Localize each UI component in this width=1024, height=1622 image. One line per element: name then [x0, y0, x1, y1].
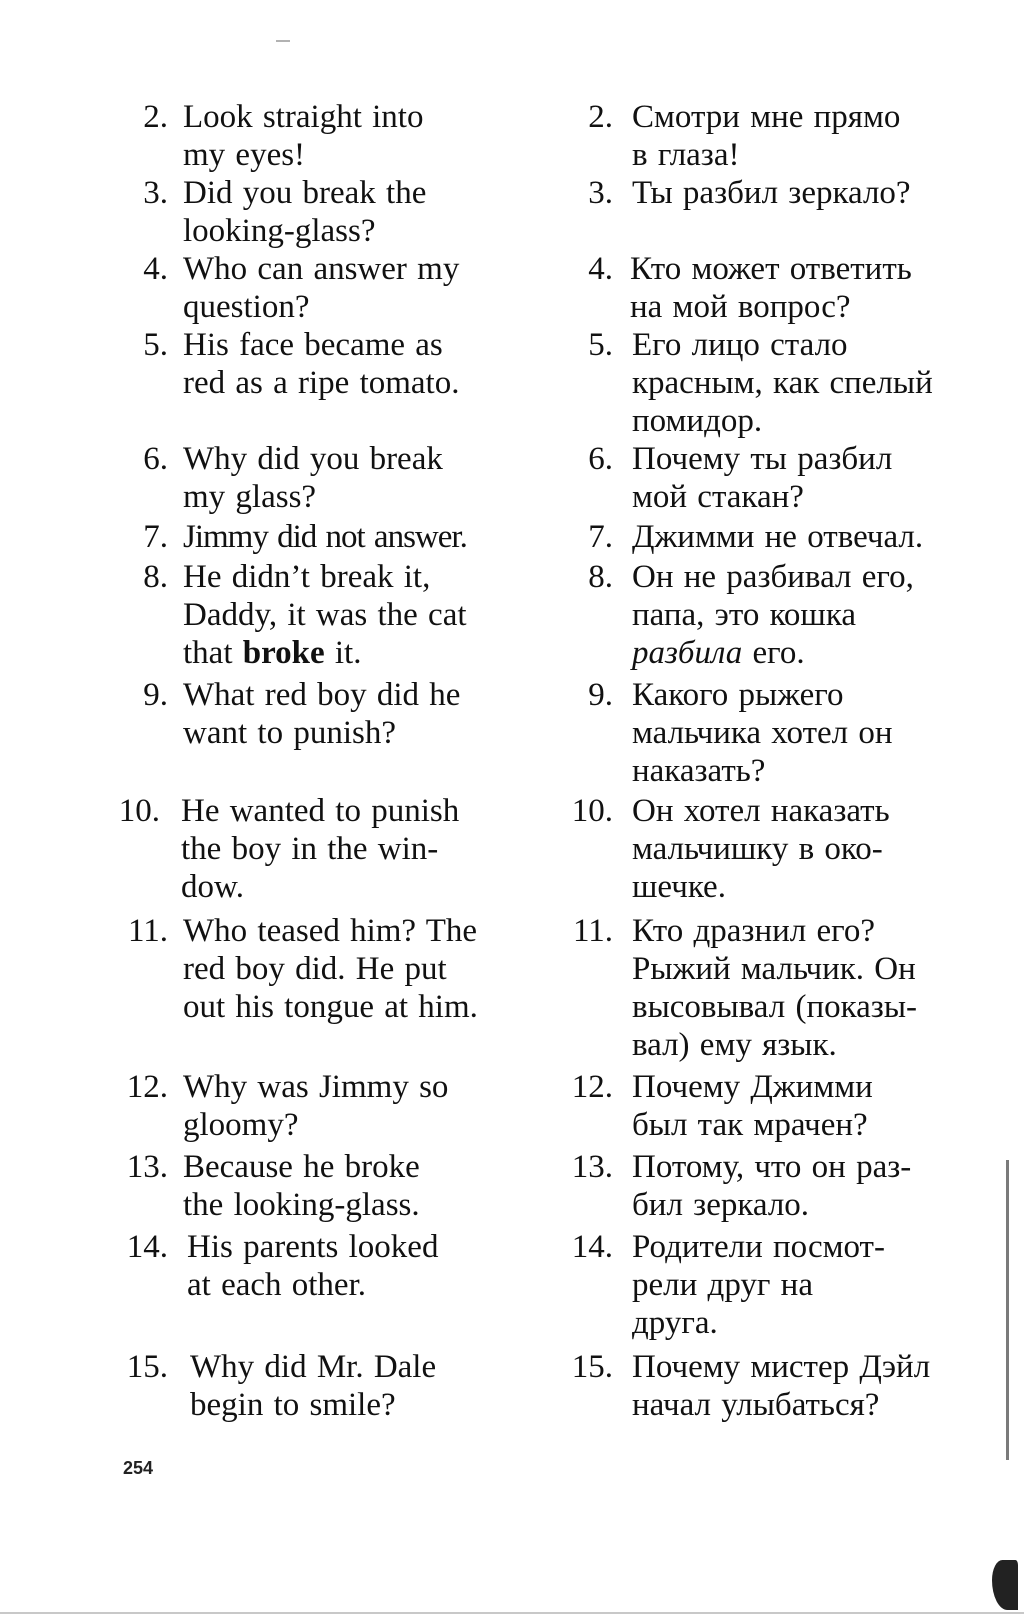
- item-number: 8.: [143, 559, 168, 595]
- page-number: 254: [123, 1458, 154, 1478]
- item-text: Почему мистер Дэйл начал улыбаться?: [632, 1349, 931, 1423]
- item-text: Why did Mr. Dale begin to smile?: [190, 1349, 437, 1423]
- item-text: Кто дразнил его? Рыжий мальчик. Он высовывал (показы- вал) ему язык.: [632, 913, 917, 1063]
- item-number: 10.: [118, 793, 160, 829]
- item-number: 9.: [588, 677, 613, 713]
- item-text: Потому, что он раз- бил зеркало.: [632, 1149, 912, 1223]
- item-number: 13.: [126, 1149, 168, 1185]
- item-number: 5.: [588, 327, 613, 363]
- corner-thumb-shadow: [992, 1560, 1018, 1610]
- item-text: He wanted to punish the boy in the win- dow.: [181, 793, 460, 905]
- item-text: He didn’t break it, Daddy, it was the cat that broke it.: [183, 559, 467, 671]
- item-text: Смотри мне прямо в глаза!: [632, 99, 901, 173]
- item-number: 6.: [143, 441, 168, 477]
- item-number: 9.: [143, 677, 168, 713]
- item-text: Why was Jimmy so gloomy?: [183, 1069, 449, 1143]
- item-text: Did you break the looking-glass?: [183, 175, 427, 249]
- scan-speck: [276, 40, 290, 42]
- item-number: 14.: [126, 1229, 168, 1265]
- item-text: His face became as red as a ripe tomato.: [183, 327, 460, 401]
- item-number: 3.: [143, 175, 168, 211]
- item-number: 15.: [571, 1349, 613, 1385]
- item-number: 7.: [143, 519, 168, 555]
- item-number: 3.: [588, 175, 613, 211]
- item-number: 12.: [571, 1069, 613, 1105]
- item-text: Because he broke the looking-glass.: [183, 1149, 420, 1223]
- item-text: Who can answer my question?: [183, 251, 460, 325]
- item-number: 14.: [571, 1229, 613, 1265]
- item-number: 2.: [143, 99, 168, 135]
- item-text: Who teased him? The red boy did. He put out his tongue at him.: [183, 913, 478, 1025]
- item-text: Джимми не отвечал.: [632, 519, 924, 555]
- item-text: Jimmy did not answer.: [183, 519, 467, 555]
- item-text: Ты разбил зеркало?: [632, 175, 911, 211]
- item-number: 12.: [126, 1069, 168, 1105]
- item-number: 5.: [143, 327, 168, 363]
- item-text: Родители посмот- рели друг на друга.: [632, 1229, 885, 1341]
- item-text: Кто может ответить на мой вопрос?: [630, 251, 912, 325]
- item-text: What red boy did he want to punish?: [183, 677, 461, 751]
- item-number: 10.: [571, 793, 613, 829]
- item-text: Why did you break my glass?: [183, 441, 443, 515]
- item-text: Его лицо стало красным, как спелый помидор.: [632, 327, 933, 439]
- item-number: 11.: [127, 913, 168, 949]
- item-number: 8.: [588, 559, 613, 595]
- page-edge-shadow: [1006, 1160, 1009, 1460]
- item-text: Он не разбивал его, папа, это кошка разбила его.: [632, 559, 914, 671]
- item-text: His parents looked at each other.: [187, 1229, 439, 1303]
- item-text: Почему Джимми был так мрачен?: [632, 1069, 873, 1143]
- item-text: Почему ты разбил мой стакан?: [632, 441, 893, 515]
- item-number: 6.: [588, 441, 613, 477]
- item-number: 11.: [572, 913, 613, 949]
- item-number: 4.: [143, 251, 168, 287]
- item-text: Он хотел наказать мальчишку в око- шечке.: [632, 793, 890, 905]
- item-number: 13.: [571, 1149, 613, 1185]
- item-number: 15.: [126, 1349, 168, 1385]
- item-text: Какого рыжего мальчика хотел он наказать?: [632, 677, 893, 789]
- item-number: 4.: [588, 251, 613, 287]
- item-number: 2.: [588, 99, 613, 135]
- item-text: Look straight into my eyes!: [183, 99, 424, 173]
- item-number: 7.: [588, 519, 613, 555]
- bottom-edge-line: [0, 1612, 1024, 1614]
